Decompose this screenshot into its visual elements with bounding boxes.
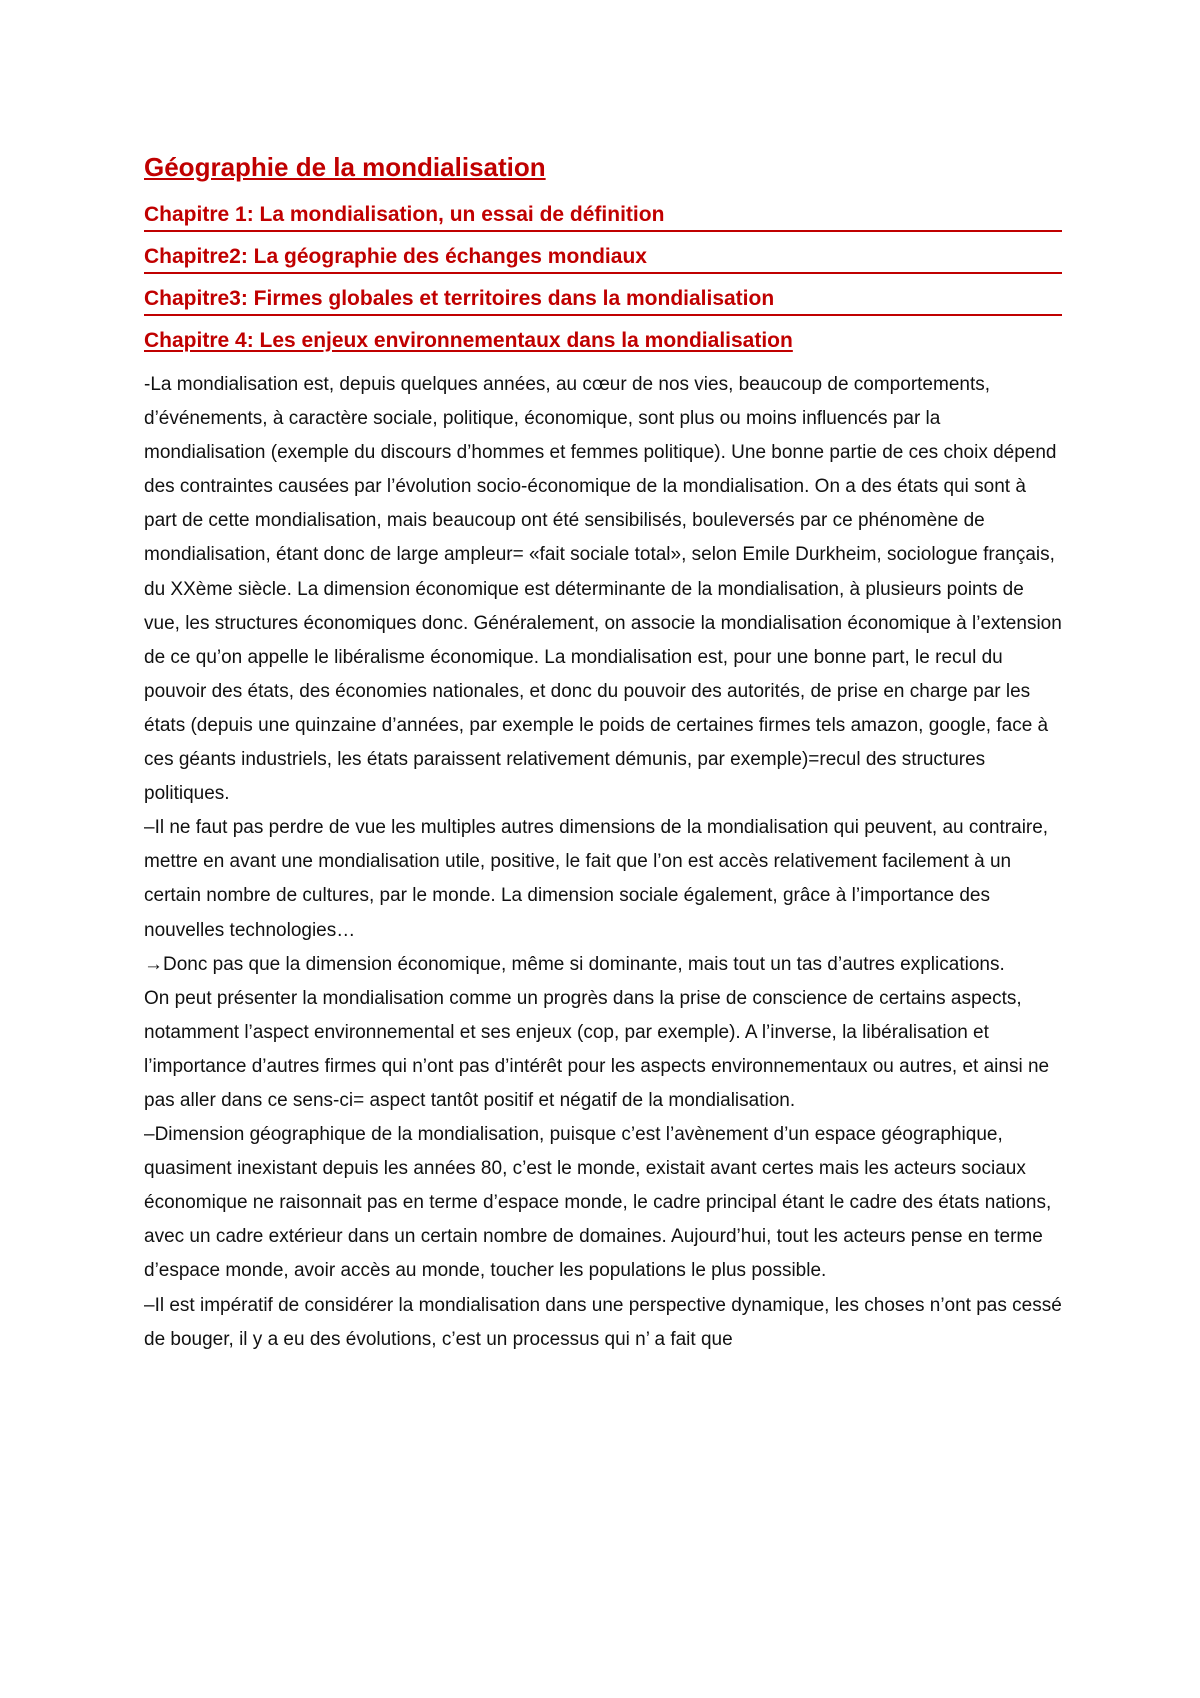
chapter-heading-2: Chapitre2: La géographie des échanges mondiaux <box>144 244 1062 274</box>
document-body <box>144 368 1062 1357</box>
document-title: Géographie de la mondialisation <box>144 152 546 182</box>
paragraph-geographic-dimension: –Dimension géographique de la mondialisation, puisque c’est l’avènement d’un espace géographique, quasiment inexistant depuis les années 80, c’est le monde, existait avant certes mais les acteurs sociaux économique ne raisonnait pas en terme d’espace monde, le cadre principal étant le cadre des états nations, avec un cadre extérieur dans un certain nombre de domaines. Aujourd’hui, tout les acteurs pense en terme d’espace monde, avoir accès au monde, toucher les populations le plus possible. <box>144 1124 1052 1282</box>
paragraph-other-dimensions: –Il ne faut pas perdre de vue les multiples autres dimensions de la mondialisation qui peuvent, au contraire, mettre en avant une mondialisation utile, positive, le fait que l’on est accès relativement facilement à un certain nombre de cultures, par le monde. La dimension sociale également, grâce à l’importance des nouvelles technologies… <box>144 817 1049 941</box>
paragraph-intro: -La mondialisation est, depuis quelques années, au cœur de nos vies, beaucoup de comportements, d’événements, à caractère sociale, politique, économique, sont plus ou moins influencés par la mondialisation (exemple du discours d’hommes et femmes politique). Une bonne partie de ces choix dépend des contraintes causées par l’évolution socio-économique de la mondialisation. On a des états qui sont à part de cette mondialisation, mais beaucoup ont été sensibilisés, bouleversés par ce phénomène de mondialisation, étant donc de large ampleur= «fait sociale total», selon Emile Durkheim, sociologue français, du XXème siècle. La dimension économique est déterminante de la mondialisation, à plusieurs points de vue, les structures économiques donc. Généralement, on associe la mondialisation économique à l’extension de ce qu’on appelle le libéralisme économique. La mondialisation est, pour une bonne part, le recul du pouvoir des états, des économies nationales, et donc du pouvoir des autorités, de prise en charge par les états (depuis une quinzaine d’années, par exemple le poids de certaines firmes tels amazon, google, face à ces géants industriels, les états paraissent relativement démunis, par exemple)=recul des structures politiques. <box>144 374 1062 805</box>
chapter-heading-1: Chapitre 1: La mondialisation, un essai de définition <box>144 202 1062 232</box>
paragraph-environment: On peut présenter la mondialisation comme un progrès dans la prise de conscience de certains aspects, notamment l’aspect environnemental et ses enjeux (cop, par exemple). A l’inverse, la libéralisation et l’importance d’autres firmes qui n’ont pas d’intérêt pour les aspects environnementaux ou autres, et ainsi ne pas aller dans ce sens-ci= aspect tantôt positif et négatif de la mondialisation. <box>144 987 1050 1111</box>
chapter-list <box>144 202 1062 356</box>
chapter-heading-3: Chapitre3: Firmes globales et territoires dans la mondialisation <box>144 286 1062 316</box>
document-page <box>144 150 1062 1357</box>
chapter-heading-4: Chapitre 4: Les enjeux environnementaux dans la mondialisation <box>144 329 793 352</box>
paragraph-conclusion-arrow: →Donc pas que la dimension économique, même si dominante, mais tout un tas d’autres explications. <box>144 953 1005 975</box>
paragraph-dynamic-perspective: –Il est impératif de considérer la mondialisation dans une perspective dynamique, les choses n’ont pas cessé de bouger, il y a eu des évolutions, c’est un processus qui n’ a fait que <box>144 1294 1062 1350</box>
